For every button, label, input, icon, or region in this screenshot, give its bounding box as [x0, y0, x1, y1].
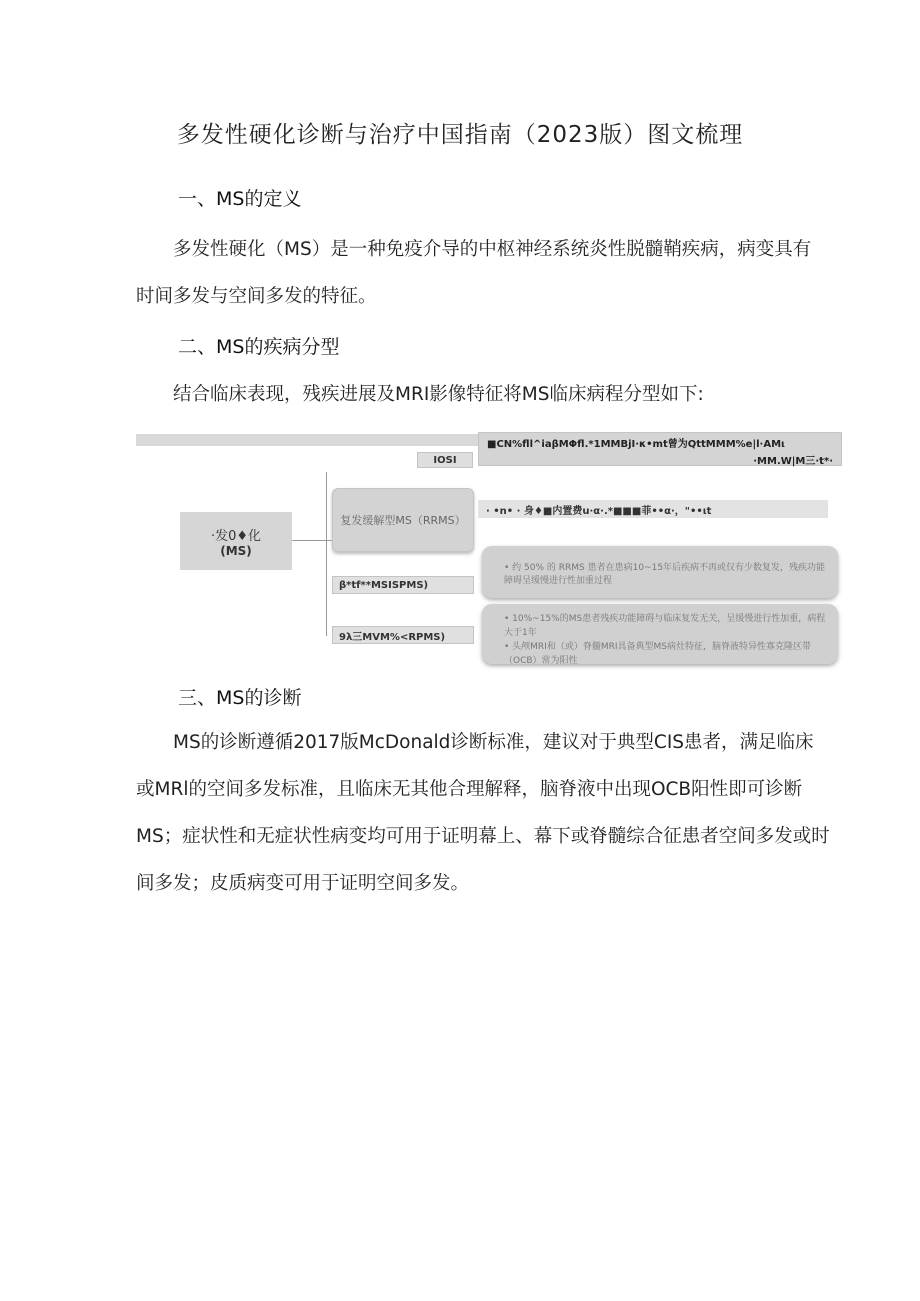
rrms-box: 复发缓解型MS（RRMS）: [332, 488, 474, 552]
root-label-line-1: ·发0♦化: [210, 528, 262, 544]
iosi-box: IOSI: [417, 452, 473, 468]
section-heading-definition: 一、MS的定义: [178, 188, 302, 210]
document-title: 多发性硬化诊断与治疗中国指南（2023版）图文梳理: [176, 122, 744, 148]
ms-classification-diagram: [136, 432, 842, 672]
top-right-line-1: ■CN%fll^iaβMΦfl.*1MMBjI·κ•mt曾为QttMMM%e|l·AMι: [487, 439, 785, 450]
diagram-top-right-box: [478, 432, 842, 466]
paragraph-definition: 多发性硬化（MS）是一种免疫介导的中枢神经系统炎性脱髓鞘疾病，病变具有时间多发与空间多发的特征。: [136, 239, 812, 307]
connector-line: [326, 472, 327, 636]
diagram-top-bar: [136, 434, 478, 446]
section-heading-diagnosis: 三、MS的诊断: [178, 687, 302, 709]
root-label-line-2: (MS): [220, 543, 252, 558]
ms-root-box: [180, 512, 292, 570]
section-heading-classification: 二、MS的疾病分型: [178, 336, 340, 358]
rpms-description-item-2: • 头颅MRI和（或）脊髓MRI具备典型MS病灶特征，脑脊液特异性寡克隆区带（OCB）常为阳性: [504, 642, 811, 666]
paragraph-diagnosis: MS的诊断遵循2017版McDonald诊断标准，建议对于典型CIS患者，满足临床或MRl的空间多发标准，且临床无其他合理解释，脑脊液中出现OCB阳性即可诊断MS；症状性和无症状性病变均可用于证明幕上、幕下或脊髓综合征患者空间多发或时间多发；皮质病变可用于证明空间多发。: [136, 732, 830, 894]
top-right-line-2: ·MM.W|M三·t*·: [753, 456, 833, 467]
rpms-description-item-1: • 10%~15%的MS患者残疾功能障碍与临床复发无关，呈缓慢进行性加重，病程大于1年: [504, 614, 826, 638]
spms-box: β*tf**MSISPMS): [332, 576, 474, 594]
rpms-box: 9λ三MVM%<RPMS): [332, 626, 474, 644]
rrms-description: · •n• · 身♦■内置费u·α·.*■■■菲••α·，"••ιt: [478, 500, 828, 518]
paragraph-classification: 结合临床表现，残疾进展及MRI影像特征将MS临床病程分型如下:: [173, 384, 704, 405]
spms-description: • 约 50% 的 RRMS 患者在患病10~15年后疾病不再或仅有少数复发，残疾功能障碍呈缓慢进行性加重过程: [482, 546, 838, 598]
rpms-description: [482, 604, 838, 664]
